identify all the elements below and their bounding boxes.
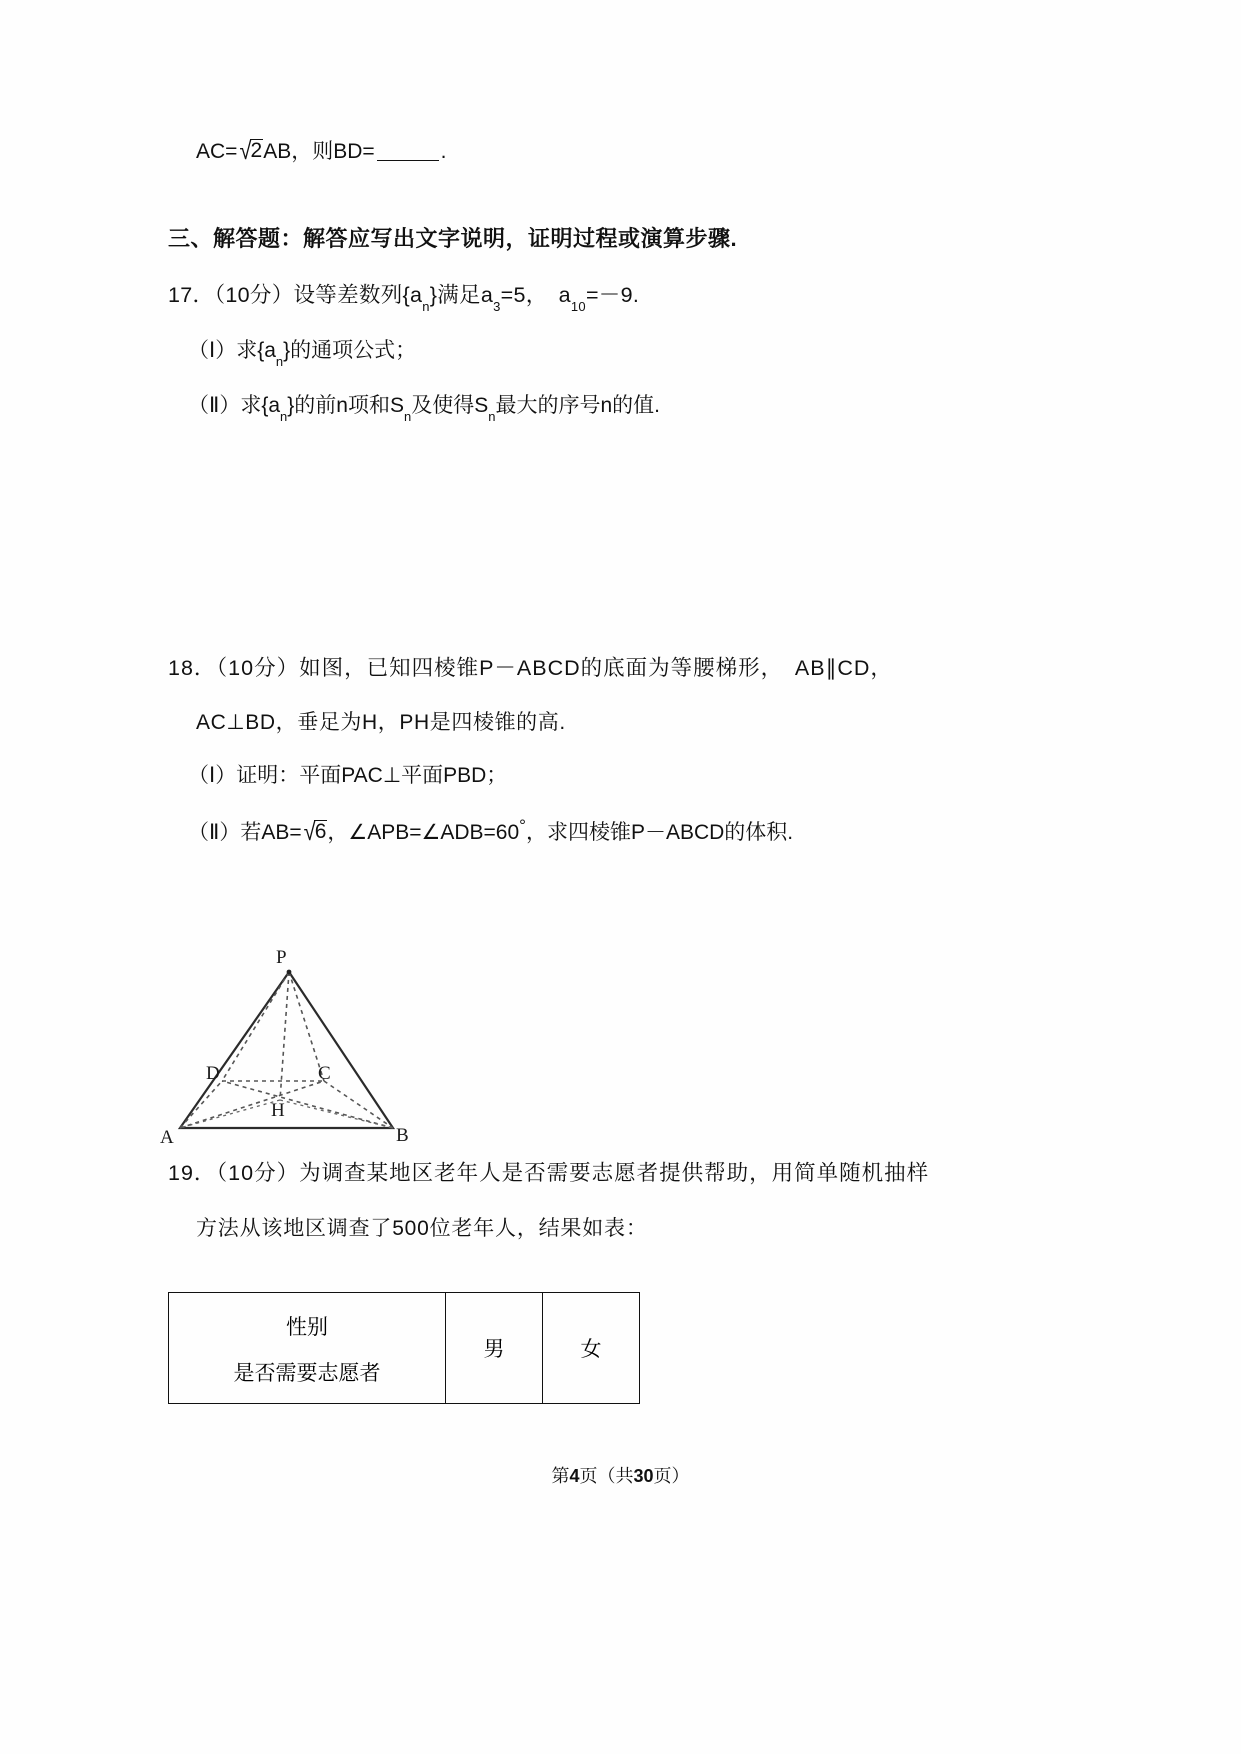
diagonal-AC [180,1081,324,1128]
table-header-male: 男 [446,1293,543,1404]
label-D: D [206,1063,220,1084]
question-17-part-2 [188,394,660,425]
part-label-I: （Ⅰ） [188,764,237,787]
sqrt-2 [237,136,263,165]
footer-middle: 页（共 [579,1466,634,1486]
footer-total-pages: 30 [633,1466,654,1486]
degree-symbol: ° [519,816,526,835]
label-A: A [160,1127,174,1148]
question-17-stem-end: =－9. [585,283,640,307]
subscript-n: n [488,409,496,425]
carryover-line [196,136,447,165]
pyramid-svg [170,955,470,1165]
question-18-stem-text: 如图，已知四棱锥P－ABCD的底面为等腰梯形， AB∥CD， [299,656,893,680]
carryover-period: . [440,140,447,163]
part-2-post: 最大的序号n的值. [495,394,660,417]
page-footer [0,1462,1241,1488]
part-2-tail: ，求四棱锥P－ABCD的体积. [525,821,794,844]
question-17-stem-mid2: =5， a [500,283,571,307]
edge-CB [324,1081,393,1128]
question-19-marks: （10分） [216,1161,300,1185]
question-19-stem-line-1 [168,1163,929,1185]
radicand: 6 [314,820,327,843]
segment-HA [180,1100,280,1128]
question-19-stem-text: 为调查某地区老年人是否需要志愿者提供帮助，用简单随机抽样 [299,1161,930,1185]
pyramid-outline [180,972,393,1128]
subscript-3: 3 [493,299,501,315]
radical-sign: √ [239,136,252,165]
part-label-II: （Ⅱ） [188,394,241,417]
question-17-marks: （10分） [214,283,294,307]
part-2-mid1: }的前n项和S [287,394,404,417]
sqrt-6 [302,817,328,846]
question-17-stem-pre: 设等差数列{a [293,283,423,307]
radicand: 2 [250,139,263,162]
subscript-n: n [280,409,288,425]
survey-table [168,1292,640,1404]
label-H: H [271,1100,285,1121]
footer-page-number: 4 [569,1466,580,1486]
part-1-post: }的通项公式； [283,339,417,362]
table-header-gender: 性别 [286,1316,328,1339]
footer-suffix: 页） [653,1466,690,1486]
answer-blank [377,160,439,161]
question-18-part-2 [188,816,794,846]
question-17-stem-mid: }满足a [429,283,494,307]
question-18-stem-line-1 [168,658,893,680]
subscript-10: 10 [570,299,586,315]
part-2-mid2: 及使得S [411,394,489,417]
label-P: P [276,947,287,968]
subscript-n: n [403,409,412,425]
question-18-marks: （10分） [216,656,300,680]
part-label-I: （Ⅰ） [188,339,237,362]
table-row [169,1293,640,1404]
question-17-number: 17． [168,283,215,307]
part-1-pre: 求{a [236,339,276,362]
carryover-suffix: AB，则BD= [263,140,375,163]
table-header-corner [169,1293,446,1404]
radical-sign: √ [303,817,316,846]
question-18-part-1 [188,765,507,786]
footer-prefix: 第 [551,1466,570,1486]
label-B: B [396,1125,409,1146]
edge-PD [222,972,289,1081]
pyramid-figure [160,947,470,1165]
question-19-number: 19． [168,1161,217,1185]
part-2-pre: 若AB= [240,821,302,844]
carryover-prefix: AC= [196,140,238,163]
part-2-post: ，∠APB=∠ADB=60 [327,821,520,844]
part-2-pre: 求{a [240,394,281,417]
subscript-n: n [275,354,284,370]
vertex-P-dot [287,970,292,975]
part-1-text: 证明：平面PAC⊥平面PBD； [236,764,508,787]
table-header-need-volunteer: 是否需要志愿者 [233,1362,381,1385]
part-label-II: （Ⅱ） [188,821,241,844]
subscript-n: n [422,299,430,315]
label-C: C [318,1063,331,1084]
edge-AD [180,1081,222,1128]
question-19-stem-line-2: 方法从该地区调查了500位老年人，结果如表： [196,1217,648,1240]
question-18-stem-line-2: AC⊥BD，垂足为H，PH是四棱锥的高. [196,711,566,734]
table-header-female: 女 [543,1293,640,1404]
section-heading: 三、解答题：解答应写出文字说明，证明过程或演算步骤. [168,226,738,251]
question-17-part-1 [188,339,417,370]
question-18-number: 18． [168,656,217,680]
question-17-stem [168,283,640,315]
